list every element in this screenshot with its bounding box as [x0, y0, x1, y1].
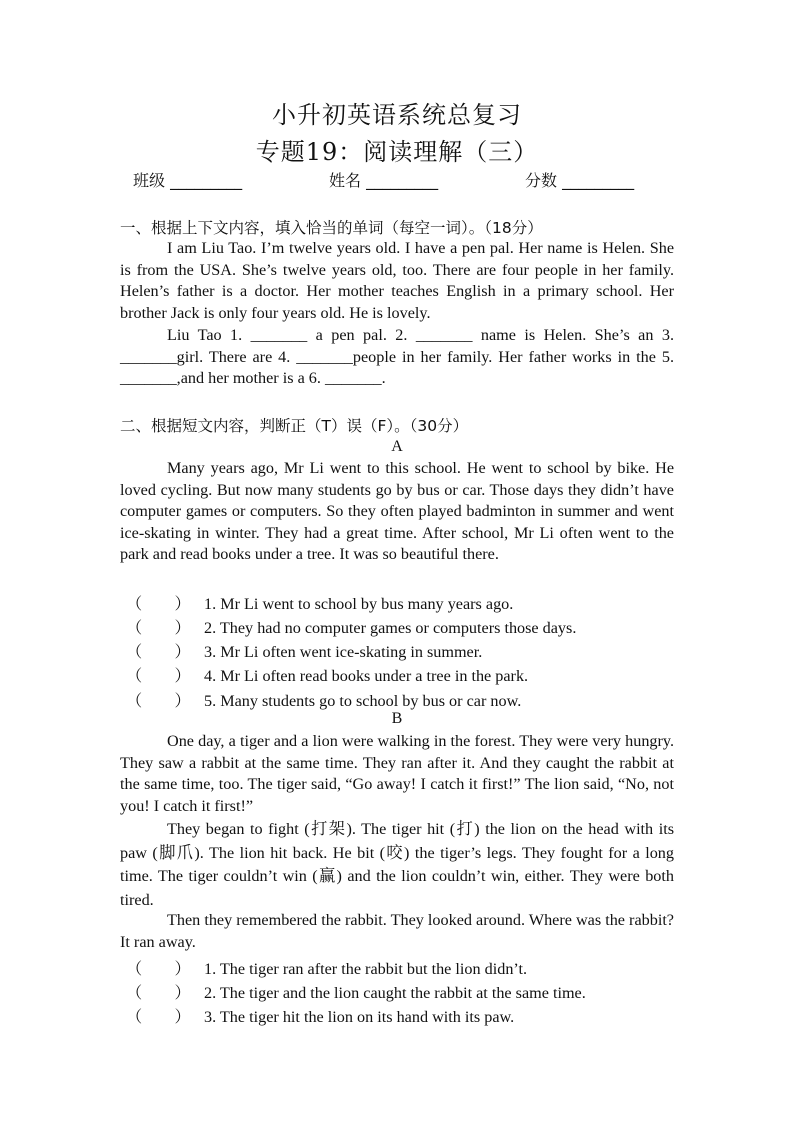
- answer-blank: （ ）: [126, 594, 191, 613]
- answer-blank: （ ）: [126, 1007, 191, 1026]
- answer-blank: （ ）: [126, 691, 191, 710]
- passage-b-paragraph-3: Then they remembered the rabbit. They looked around. Where was the rabbit? It ran away.: [120, 911, 674, 951]
- question-text: 1. The tiger ran after the rabbit but the lion didn’t.: [204, 960, 528, 978]
- question-text: 4. Mr Li often read books under a tree in the park.: [204, 667, 529, 685]
- answer-blank: （ ）: [126, 666, 191, 685]
- section1-passage: I am Liu Tao. I’m twelve years old. I have a pen pal. Her name is Helen. She is from the USA. She’s twelve years old, too. There are four people in her family. Helen’s father is a doctor. Her mother teaches English in a primary school. Her brother Jack is only four years old. He is lovely.: [120, 239, 674, 322]
- answer-blank: （ ）: [126, 959, 191, 978]
- passage-a-label: A: [391, 438, 403, 455]
- page-subtitle: 专题19：阅读理解（三）: [255, 138, 539, 166]
- page-title: 小升初英语系统总复习: [272, 101, 522, 129]
- question-a1: [126, 590, 513, 614]
- question-text: 1. Mr Li went to school by bus many years ago.: [204, 595, 514, 613]
- passage-a-text: Many years ago, Mr Li went to this school. He went to school by bike. He loved cycling. But now many students go by bus or car. Those days they didn’t have computer games or computers. So they often played badminton in summer and went ice-skating in winter. They had a great time. After school, Mr Li often went to the park and read books under a tree. It was so beautiful there.: [120, 459, 674, 564]
- question-text: 2. The tiger and the lion caught the rabbit at the same time.: [204, 984, 586, 1002]
- class-field: 班级 _________: [133, 171, 243, 190]
- question-text: 3. Mr Li often went ice-skating in summer.: [204, 643, 483, 661]
- passage-b-paragraph-2: They began to fight (打架). The tiger hit (打) the lion on the head with its paw (脚爪). The lion hit back. He bit (咬) the tiger’s legs. They fought for a long time. The tiger couldn’t win (赢) and the lion couldn’t win, either. They were both tired.: [120, 820, 674, 909]
- answer-blank: （ ）: [126, 642, 191, 661]
- question-b3: [126, 1003, 514, 1027]
- question-a4: [126, 662, 528, 686]
- question-a2: [126, 614, 576, 638]
- question-a5: [126, 687, 521, 711]
- score-field: 分数 _________: [525, 171, 635, 190]
- question-a3: [126, 638, 482, 662]
- answer-blank: （ ）: [126, 983, 191, 1002]
- question-b2: [126, 979, 586, 1003]
- passage-b-paragraph-1: One day, a tiger and a lion were walking in the forest. They were very hungry. They saw a rabbit at the same time. They ran after it. And they caught the rabbit at the same time, too. The tiger said, “Go away! I catch it first!” The lion said, “No, not you! I catch it first!”: [120, 732, 674, 815]
- question-text: 5. Many students go to school by bus or car now.: [204, 692, 522, 710]
- answer-blank: （ ）: [126, 618, 191, 637]
- student-info-row: [133, 168, 673, 190]
- passage-b-label: B: [391, 710, 403, 727]
- section1-fill-text: Liu Tao 1. _______ a pen pal. 2. _______ name is Helen. She’s an 3. _______girl. There are 4. _______people in her family. Her father works in the 5. _______,and her mother is a 6. _______.: [120, 326, 674, 388]
- question-text: 2. They had no computer games or computers those days.: [204, 619, 577, 637]
- section1-heading: 一、根据上下文内容，填入恰当的单词（每空一词）。（18分）: [120, 219, 543, 237]
- section2-heading: 二、根据短文内容，判断正（T）误（F）。（30分）: [120, 417, 469, 435]
- name-field: 姓名 _________: [329, 171, 439, 190]
- question-text: 3. The tiger hit the lion on its hand with its paw.: [204, 1008, 515, 1026]
- question-b1: [126, 955, 527, 979]
